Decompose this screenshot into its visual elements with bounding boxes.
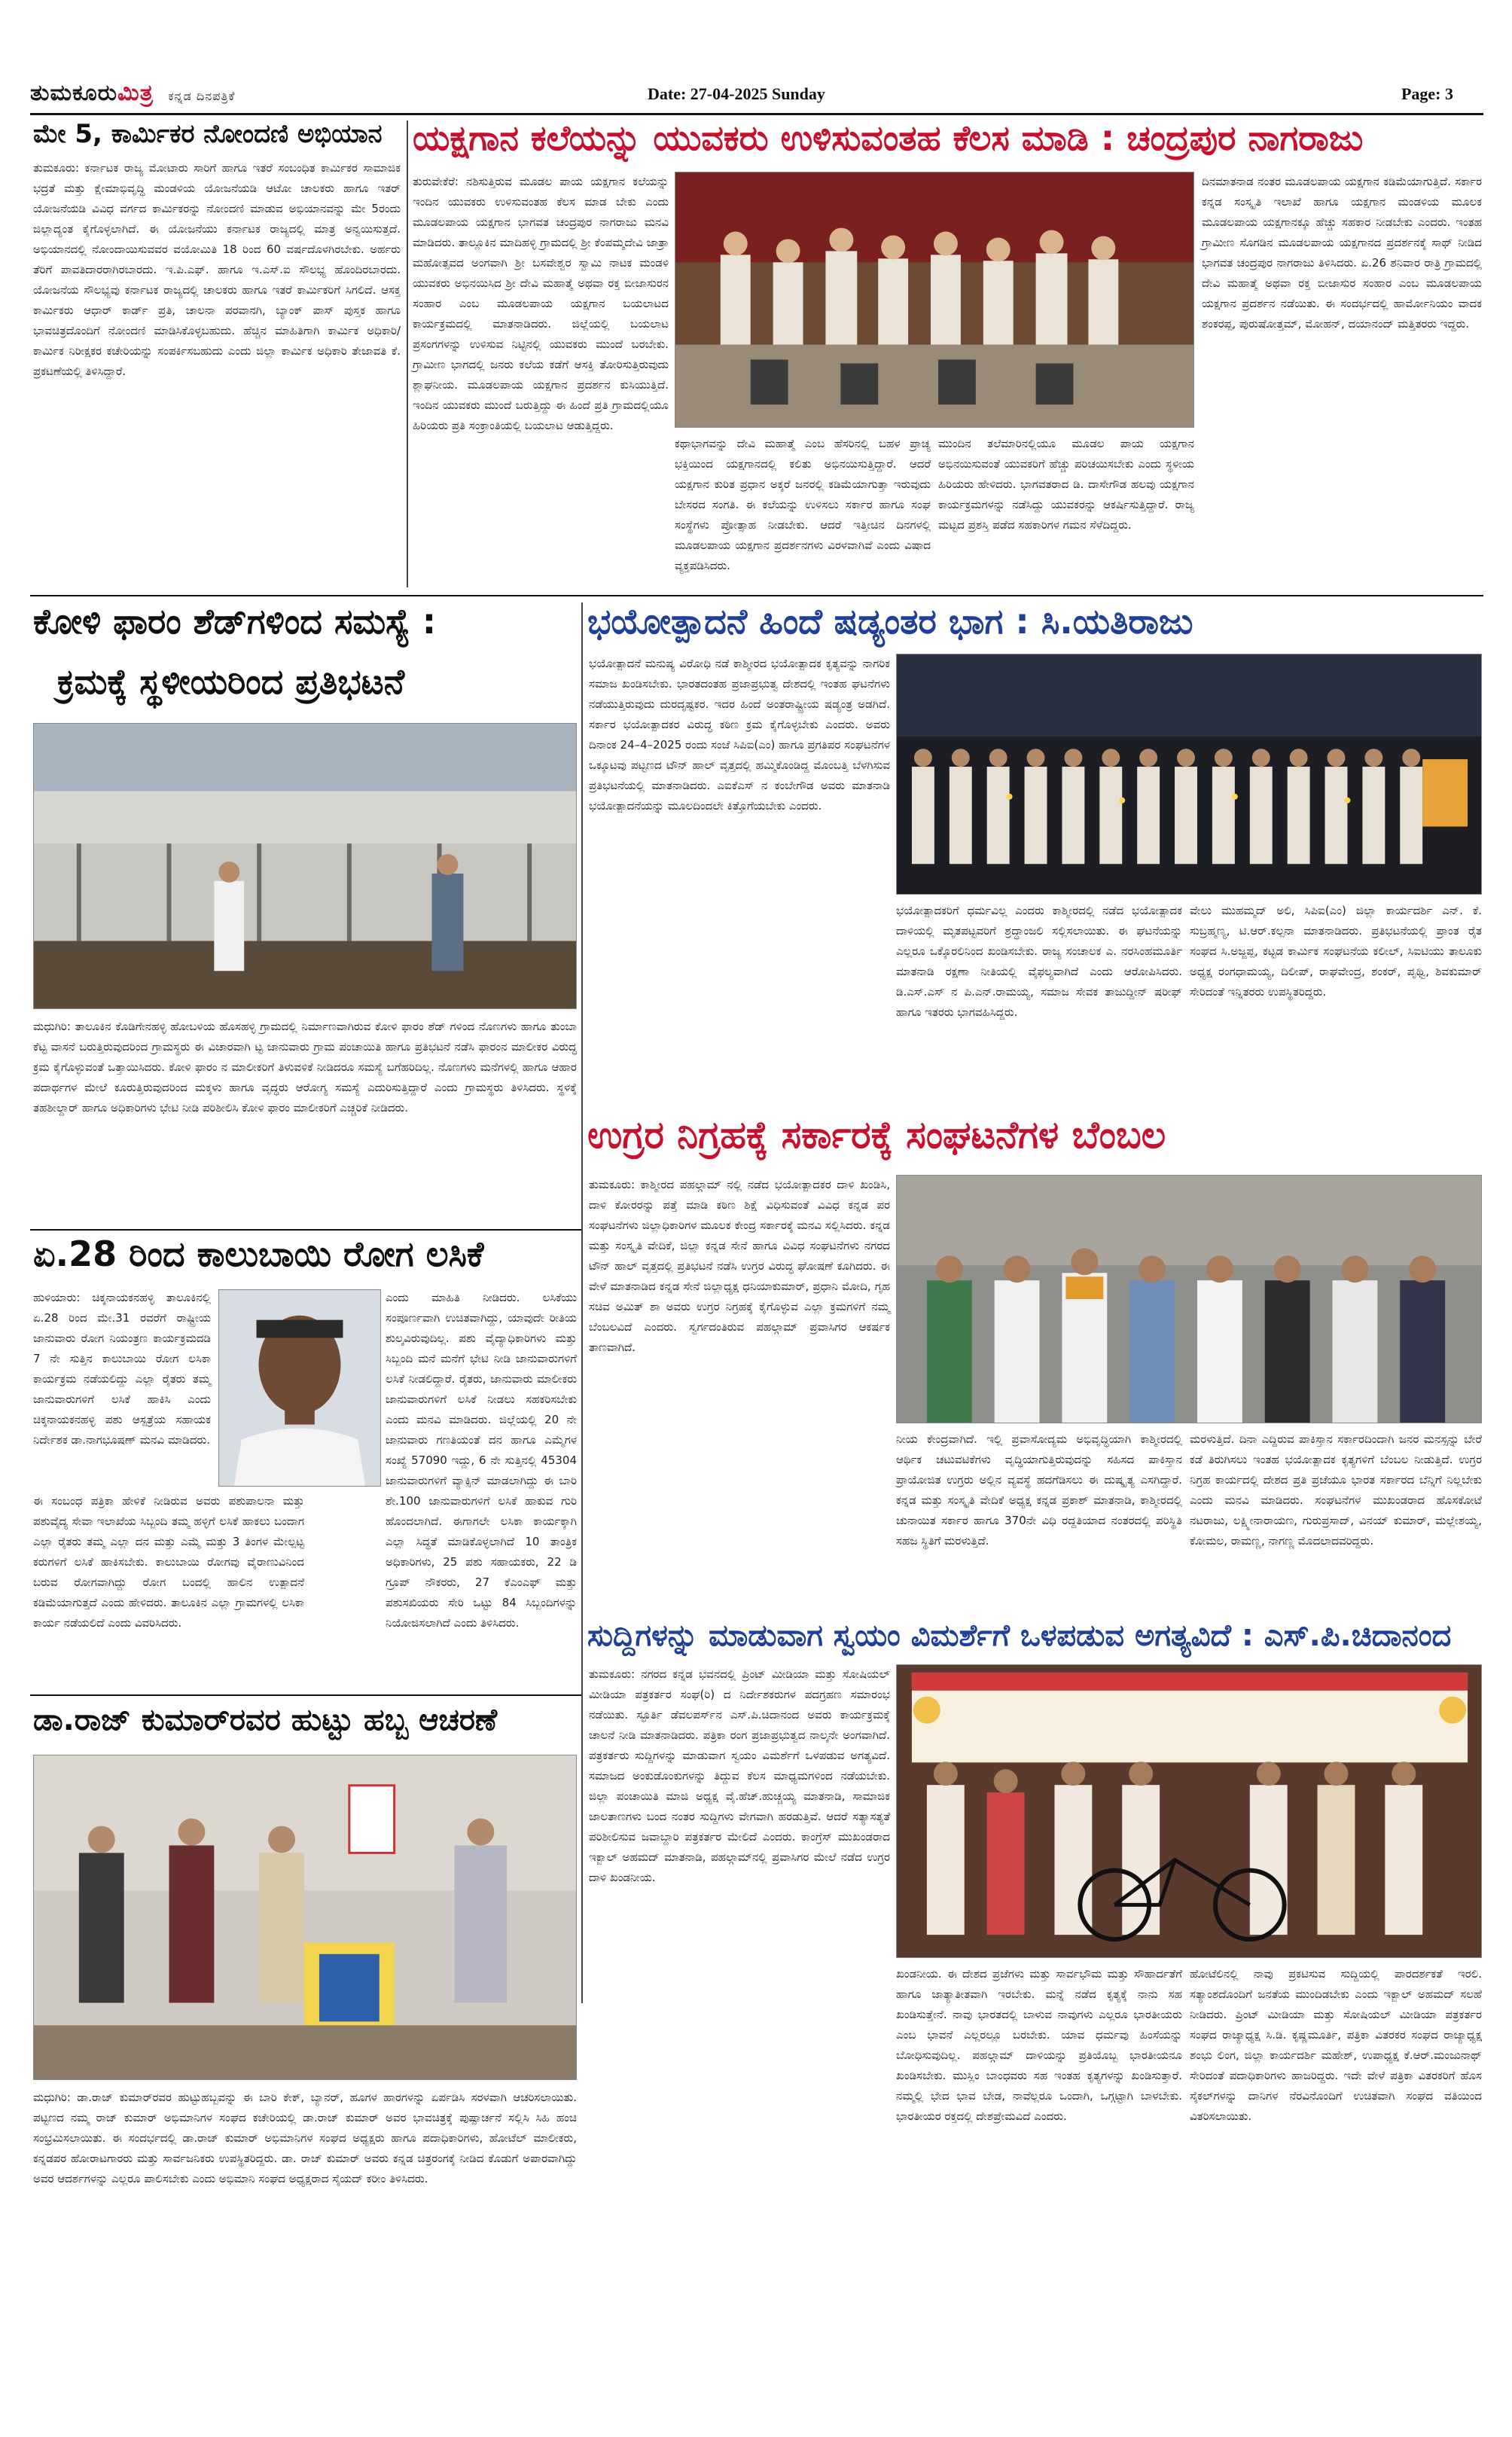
photo-yakshagana-group — [675, 172, 1194, 428]
photo-officer-portrait — [218, 1289, 381, 1487]
headline-koli-1: ಕೋಳಿ ಫಾರಂ ಶೆಡ್‌ಗಳಿಂದ ಸಮಸ್ಯೆ : — [33, 601, 437, 642]
body-ugra-c: ಮರಳುತ್ತಿದೆ. ದಿನಾ ಎದ್ದಿರುವ ಪಾಕಿಸ್ತಾನ ಸರ್ಕಾರದಿಂದಾಗಿ ಜನರ ಮನಸ್ಸನ್ನು ಬೇರೆ ಕಡೆ ತಿರುಗಿಸಲು ಇಂತಹ ಭಯೋತ್ಪಾದಕ ಕೃತ್ಯಗಳಿಗೆ ಬೆಂಬಲ ನೀಡುತ್ತಿದೆ. ಉಗ್ರರ ನಿಗ್ರಹ ಕಾರ್ಯದಲ್ಲಿ ದೇಶದ ಪ್ರತಿ ಪ್ರಜೆಯೂ ಭಾರತ ಸರ್ಕಾರದ ಬೆನ್ನಿಗೆ ನಿಲ್ಲಬೇಕು ಎಂದು ಮನವಿ ಮಾಡಿದರು. ಸಂಘಟನೆಗಳ ಮುಖಂಡರಾದ ಹೊಸಕೋಟೆ ನಟರಾಜು, ಲಕ್ಷ್ಮೀನಾರಾಯಣ, ಗುರುಪ್ರಸಾದ್, ವಿನಯ್ ಕುಮಾರ್, ಮಲ್ಲೇಶಯ್ಯ, ಕೋಮಲ, ರಾಮಣ್ಣ, ನಾಗಣ್ಣ ಮೊದಲಾದವರಿದ್ದರು. — [1190, 1432, 1482, 1548]
body-bhayotpadane-c: ವೇಲು ಮುಹಮ್ಮದ್ ಅಲಿ, ಸಿಪಿಐ(ಎಂ) ಜಿಲ್ಲಾ ಕಾರ್ಯದರ್ಶಿ ಎನ್. ಕೆ. ಸುಬ್ರಹ್ಮಣ್ಯ, ಟಿ.ಆರ್.ಕಲ್ಪನಾ ಮಾತನಾಡಿದರು. ಪ್ರತಿಭಟನೆಯಲ್ಲಿ ಪ್ರಾಂತ ರೈತ ಸಂಘದ ಸಿ.ಅಜ್ಜಪ್ಪ, ಕಟ್ಟಡ ಕಾರ್ಮಿಕ ಸಂಘಟನೆಯ ಕಲೀಲ್, ಸಿಐಟಿಯು ತಾಲೂಕು ಅಧ್ಯಕ್ಷ ರಂಗಧಾಮಯ್ಯ, ದಿಲೀಪ್, ರಾಘವೇಂದ್ರ, ಶಂಕರ್, ಪೃಥ್ವಿ, ಶಿವಕುಮಾರ್ ಸೇರಿದಂತೆ ಇನ್ನಿತರರು ಉಪಸ್ಥಿತರಿದ್ದರು. — [1190, 904, 1482, 999]
headline-koli-2: ಕ್ರಮಕ್ಕೆ ಸ್ಥಳೀಯರಿಂದ ಪ್ರತಿಭಟನೆ — [57, 661, 405, 702]
headline-suddi: ಸುದ್ದಿಗಳನ್ನು ಮಾಡುವಾಗ ಸ್ವಯಂ ವಿಮರ್ಶೆಗೆ ಒಳಪಡುವ ಅಗತ್ಯವಿದೆ : ಎಸ್.ಪಿ.ಚಿದಾನಂದ — [587, 1618, 1452, 1653]
issue-date: Date: 27-04-2025 Sunday — [648, 84, 825, 103]
body-yakshagana-left: ತುರುವೇಕೆರೆ: ನಶಿಸುತ್ತಿರುವ ಮೂಡಲ ಪಾಯ ಯಕ್ಷಗಾನ ಕಲೆಯನ್ನು ಇಂದಿನ ಯುವಕರು ಉಳಿಸುವಂತಹ ಕೆಲಸ ಮಾಡ ಬೇಕು ಎಂದು ಮೂಡಲಪಾಯ ಯಕ್ಷಗಾನ ಭಾಗವತ ಚಂದ್ರಪುರ ನಾಗರಾಜು ಮನವಿ ಮಾಡಿದರು. ತಾಲ್ಲೂಕಿನ ಮಾದಿಹಳ್ಳಿ ಗ್ರಾಮದಲ್ಲಿ ಶ್ರೀ ಕೆಂಪಮ್ಮದೇವಿ ಜಾತ್ರಾ ಮಹೋತ್ಸವದ ಅಂಗವಾಗಿ ಶ್ರೀ ಬಸವೇಶ್ವರ ಸ್ವಾಮಿ ನಾಟಕ ಮಂಡಳಿ ಯುವಕರು ಅಭಿನಯಿಸಿದ ಶ್ರೀ ದೇವಿ ಮಹಾತ್ಮೆ ಅಥವಾ ರಕ್ತ ಬೀಜಾಸುರನ ಸಂಹಾರ ಎಂಬ ಮೂಡಲಪಾಯ ಯಕ್ಷಗಾನ ಬಯಲಾಟದ ಕಾರ್ಯಕ್ರಮದಲ್ಲಿ ಮಾತನಾಡಿದರು. ಜಿಲ್ಲೆಯಲ್ಲಿ ಬಯಲಾಟ ಪ್ರಸಂಗಗಳನ್ನು ಉಳಿಸುವ ನಿಟ್ಟಿನಲ್ಲಿ ಯುವಕರು ಮುಂದೆ ಬರಬೇಕು. ಗ್ರಾಮೀಣ ಭಾಗದಲ್ಲಿ ಜನರು ಕಲೆಯ ಕಡೆಗೆ ಆಸಕ್ತಿ ತೋರಿಸುತ್ತಿರುವುದು ಶ್ಲಾಘನೀಯ. ಮೂಡಲಪಾಯ ಯಕ್ಷಗಾನ ಪ್ರದರ್ಶನ ಕುಸಿಯುತ್ತಿದೆ. ಇಂದಿನ ಯುವಕರು ಮುಂದೆ ಬರುತ್ತಿದ್ದು ಈ ಹಿಂದೆ ಪ್ರತಿ ಗ್ರಾಮದಲ್ಲಿಯೂ ಹಿರಿಯರು ಪ್ರತಿ ಸಂಕ್ರಾಂತಿಯಲ್ಲಿ ಬಯಲಾಟ ಆಡುತ್ತಿದ್ದರು. — [413, 175, 669, 432]
photo-candle-protest — [896, 654, 1482, 895]
tagline: ಕನ್ನಡ ದಿನಪತ್ರಿಕೆ — [168, 89, 236, 103]
body-yakshagana-right: ಮುಂದಿನ ತಲೆಮಾರಿನಲ್ಲಿಯೂ ಮೂಡಲ ಪಾಯ ಯಕ್ಷಗಾನ ಅಭಿನಯಿಸುವಂತೆ ಯುವಕರಿಗೆ ಹೆಚ್ಚು ಪರಿಚಯಿಸಬೇಕು ಎಂದು ಸ್ಥಳೀಯ ಹಿರಿಯರು ಹೇಳಿದರು. ಭಾಗವತರಾದ ಡಿ. ದಾಸೇಗೌಡ ಹಲವು ಯಕ್ಷಗಾನ ಕಾರ್ಯಕ್ರಮಗಳನ್ನು ನಡೆಸಿದ್ದು ಯುವಕರನ್ನು ಆಕರ್ಷಿಸುತ್ತಿದ್ದಾರೆ. ರಾಜ್ಯ ಮಟ್ಟದ ಪ್ರಶಸ್ತಿ ಪಡೆದ ಸಹಕಾರಿಗಳ ಗಮನ ಸೆಳೆದಿದ್ದರು. — [938, 437, 1194, 532]
headline-kalubai: ಏ.28 ರಿಂದ ಕಾಲುಬಾಯಿ ರೋಗ ಲಸಿಕೆ — [33, 1234, 484, 1274]
headline-rajkumar: ಡಾ.ರಾಜ್ ಕುಮಾರ್‌ರವರ ಹುಟ್ಟು ಹಬ್ಬ ಆಚರಣೆ — [33, 1703, 498, 1737]
body-kalubai-b: ಈ ಸಂಬಂಧ ಪತ್ರಿಕಾ ಹೇಳಿಕೆ ನೀಡಿರುವ ಅವರು ಪಶುಪಾಲನಾ ಮತ್ತು ಪಶುವೈದ್ಯ ಸೇವಾ ಇಲಾಖೆಯ ಸಿಬ್ಬಂದಿ ತಮ್ಮ ಹಳ್ಳಿಗೆ ಲಸಿಕೆ ಹಾಕಲು ಬಂದಾಗ ಎಲ್ಲಾ ರೈತರು ತಮ್ಮ ಎಲ್ಲಾ ದನ ಮತ್ತು ಎಮ್ಮೆ ಮತ್ತು 3 ತಿಂಗಳ ಮೇಲ್ಪಟ್ಟ ಕರುಗಳಿಗೆ ಲಸಿಕೆ ಹಾಕಿಸಬೇಕು. ಕಾಲುಬಾಯಿ ರೋಗವು ವೈರಾಣುವಿನಿಂದ ಬರುವ ರೋಗವಾಗಿದ್ದು ರೋಗ ಬಂದಲ್ಲಿ ಹಾಲಿನ ಉತ್ಪಾದನೆ ಕಡಿಮೆಯಾಗುತ್ತದೆ ಎಂದು ಹೇಳಿದರು. ತಾಲೂಕಿನ ಎಲ್ಲಾ ಗ್ರಾಮಗಳಲ್ಲಿ ಲಸಿಕಾ ಕಾರ್ಯ ನಡೆಯಲಿದೆ ಎಂದು ವಿವರಿಸಿದರು. — [33, 1494, 304, 1630]
body-kalubai-c-top: ಎಂದು ಮಾಹಿತಿ ನೀಡಿದರು. ಲಸಿಕೆಯು ಸಂಪೂರ್ಣವಾಗಿ ಉಚಿತವಾಗಿದ್ದು, ಯಾವುದೇ ರೀತಿಯ ಶುಲ್ಕವಿರುವುದಿಲ್ಲ. ಪಶು ವೈದ್ಯಾಧಿಕಾರಿಗಳು ಮತ್ತು ಸಿಬ್ಬಂದಿ ಮನೆ ಮನೆಗೆ ಭೇಟಿ ನೀಡಿ ಜಾನುವಾರುಗಳಿಗೆ ಲಸಿಕೆ ನೀಡಲಿದ್ದಾರೆ. ರೈತರು, ಜಾನುವಾರು ಮಾಲೀಕರು ಜಾನುವಾರುಗಳಿಗೆ ಲಸಿಕೆ ನೀಡಲು ಸಹಕರಿಸಬೇಕು ಎಂದು ಮನವಿ ಮಾಡಿದರು. ಜಿಲ್ಲೆಯಲ್ಲಿ 20 ನೇ ಜಾನುವಾರು ಗಣತಿಯಂತೆ ದನ ಹಾಗೂ ಎಮ್ಮೆಗಳ ಸಂಖ್ಯೆ 57090 ಇದ್ದು, 6 ನೇ ಸುತ್ತಿನಲ್ಲಿ 45304 ಜಾನುವಾರುಗಳಿಗೆ ವ್ಯಾಕ್ಸಿನ್ ಮಾಡಲಾಗಿದ್ದು ಈ ಬಾರಿ ಶೇ.100 ಜಾನುವಾರುಗಳಿಗೆ ಲಸಿಕೆ ಹಾಕುವ ಗುರಿ ಹೊಂದಲಾಗಿದೆ. ಈಗಾಗಲೇ ಲಸಿಕಾ ಕಾರ್ಯಕ್ಕಾಗಿ ಎಲ್ಲಾ ಸಿದ್ಧತೆ ಮಾಡಿಕೊಳ್ಳಲಾಗಿದೆ 10 ತಾಂತ್ರಿಕ ಅಧಿಕಾರಿಗಳು, 25 ಪಶು ಸಹಾಯಕರು, 22 ಡಿ ಗ್ರೂಪ್ ನೌಕರರು, 27 ಕೆಎಂಎಫ್ ಮತ್ತು ಪಶುಸಖಿಯರು ಸೇರಿ ಒಟ್ಟು 84 ಸಿಬ್ಬಂದಿಗಳನ್ನು ನಿಯೋಜಿಸಲಾಗಿದೆ ಎಂದು ತಿಳಿಸಿದರು. — [386, 1291, 577, 1630]
section-rule — [30, 1694, 581, 1696]
masthead-rule — [30, 113, 1483, 115]
body-suddi-c: ಹೋಟೆಲಿನಲ್ಲಿ ನಾವು ಪ್ರಕಟಿಸುವ ಸುದ್ದಿಯಲ್ಲಿ ಪಾರದರ್ಶಕತೆ ಇರಲಿ. ಸತ್ಯಾಂಶದೊಂದಿಗೆ ಜನತೆಯ ಮುಂದಿಡಬೇಕು ಎಂದು ಇಕ್ಬಾಲ್ ಅಹಮದ್ ಸಲಹೆ ನೀಡಿದರು. ಪ್ರಿಂಟ್ ಮೀಡಿಯಾ ಮತ್ತು ಸೋಷಿಯಲ್ ಮೀಡಿಯಾ ಪತ್ರಕರ್ತರ ಸಂಘದ ರಾಜ್ಯಾಧ್ಯಕ್ಷ ಸಿ.ಡಿ. ಕೃಷ್ಣಮೂರ್ತಿ, ಪತ್ರಿಕಾ ವಿತರಕರ ಸಂಘದ ರಾಜ್ಯಾಧ್ಯಕ್ಷ ಶಂಭು ಲಿಂಗ, ಜಿಲ್ಲಾ ಕಾರ್ಯದರ್ಶಿ ಮಹೇಶ್, ಉಪಾಧ್ಯಕ್ಷ ಕೆ.ಆರ್.ಮಂಜುನಾಥ್ ಸೇರಿದಂತೆ ಪದಾಧಿಕಾರಿಗಳು ಹಾಜರಿದ್ದರು. ಇದೇ ವೇಳೆ ಪತ್ರಿಕಾ ವಿತರಕರಿಗೆ ಹೊಸ ಸೈಕಲ್‌ಗಳನ್ನು ದಾನಿಗಳ ನೆರವಿನೊಂದಿಗೆ ಉಚಿತವಾಗಿ ಸಂಘದ ವತಿಯಿಂದ ವಿತರಿಸಲಾಯಿತು. — [1190, 1967, 1482, 2123]
headline-bhayotpadane: ಭಯೋತ್ಪಾದನೆ ಹಿಂದೆ ಷಡ್ಯಂತರ ಭಾಗ : ಸಿ.ಯತಿರಾಜು — [587, 601, 1193, 642]
section-rule — [30, 1229, 581, 1231]
body-yakshagana-mid: ಕಥಾಭಾಗವನ್ನು ದೇವಿ ಮಹಾತ್ಮೆ ಎಂಬ ಹೆಸರಿನಲ್ಲಿ ಬಹಳ ಪ್ರಾಚ್ಯ ಭಕ್ತಿಯಿಂದ ಯಕ್ಷಗಾನದಲ್ಲಿ ಕಲಿತು ಅಭಿನಯಿಸುತ್ತಿದ್ದಾರೆ. ಆದರೆ ಯಕ್ಷಗಾನ ಕುರಿತ ಪ್ರಧಾನ ಅಕ್ಕರೆ ಜನರಲ್ಲಿ ಕಡಿಮೆಯಾಗುತ್ತಾ ಇರುವುದು ಬೇಸರದ ಸಂಗತಿ. ಈ ಕಲೆಯನ್ನು ಉಳಿಸಲು ಸರ್ಕಾರ ಹಾಗೂ ಸಂಘ ಸಂಸ್ಥೆಗಳು ಪ್ರೋತ್ಸಾಹ ನೀಡಬೇಕು. ಆದರೆ ಇತ್ತೀಚಿನ ದಿನಗಳಲ್ಲಿ ಮೂಡಲಪಾಯ ಯಕ್ಷಗಾನ ಪ್ರದರ್ಶನಗಳು ವಿರಳವಾಗಿವೆ ಎಂದು ವಿಷಾದ ವ್ಯಕ್ತಪಡಿಸಿದರು. — [675, 437, 931, 572]
column-divider — [581, 602, 583, 2003]
headline-ugra: ಉಗ್ರರ ನಿಗ್ರಹಕ್ಕೆ ಸರ್ಕಾರಕ್ಕೆ ಸಂಘಟನೆಗಳ ಬೆಂಬಲ — [587, 1113, 1166, 1157]
body-yakshagana-far: ದಿನಮಾತನಾಡ ನಂತರ ಮೂಡಲಪಾಯ ಯಕ್ಷಗಾನ ಕಡಿಮೆಯಾಗುತ್ತಿದೆ. ಸರ್ಕಾರ ಕನ್ನಡ ಸಂಸ್ಕೃತಿ ಇಲಾಖೆ ಹಾಗೂ ಯಕ್ಷಗಾನ ಮಂಡಳಿಯ ಮೂಲಕ ಮೂಡಲಪಾಯ ಯಕ್ಷಗಾನಕ್ಕೂ ಹೆಚ್ಚು ಸಹಕಾರ ನೀಡಬೇಕು ಎಂದರು. ಇಂತಹ ಗ್ರಾಮೀಣ ಸೊಗಡಿನ ಮೂಡಲಪಾಯ ಯಕ್ಷಗಾನದ ಪ್ರದರ್ಶನಕ್ಕೆ ಸಾಥ್ ನೀಡಿದ ಭಾಗವತ ಚಂದ್ರಪುರ ನಾಗರಾಜು ತಿಳಿಸಿದರು. ಏ.26 ಶನಿವಾರ ರಾತ್ರಿ ಗ್ರಾಮದಲ್ಲಿ ದೇವಿ ಮಹಾತ್ಮೆ ಅಥವಾ ರಕ್ತ ಬೀಜಾಸುರ ಸಂಹಾರ ಎಂಬ ಮೂಡಲಪಾಯ ಯಕ್ಷಗಾನ ಪ್ರದರ್ಶನ ನಡೆಯಿತು. ಈ ಸಂದರ್ಭದಲ್ಲಿ ಹಾರ್ಮೋನಿಯಂ ವಾದಕ ಶಂಕರಪ್ಪ, ಪುರುಷೋತ್ತಮ್, ಮೋಹನ್, ದಯಾನಂದ್ ಮತ್ತಿತರರು ಇದ್ದರು. — [1202, 175, 1482, 331]
headline-may5: ಮೇ 5, ಕಾರ್ಮಿಕರ ನೋಂದಣಿ ಅಭಿಯಾನ — [33, 119, 383, 149]
body-bhayotpadane-b: ಭಯೋತ್ಪಾದಕರಿಗೆ ಧರ್ಮವಿಲ್ಲ ಎಂದರು ಕಾಶ್ಮೀರದಲ್ಲಿ ನಡೆದ ಭಯೋತ್ಪಾದಕ ದಾಳಿಯಲ್ಲಿ ಮೃತಪಟ್ಟವರಿಗೆ ಶ್ರದ್ಧಾಂಜಲಿ ಸಲ್ಲಿಸಲಾಯಿತು. ಈ ಘಟನೆಯನ್ನು ಎಲ್ಲರೂ ಒಕ್ಕೊರಲಿನಿಂದ ಖಂಡಿಸಬೇಕು. ರಾಜ್ಯ ಸಂಚಾಲಕ ಎ. ನರಸಿಂಹಮೂರ್ತಿ ಮಾತನಾಡಿ ರಕ್ಷಣಾ ನೀತಿಯಲ್ಲಿ ವೈಫಲ್ಯವಾಗಿದೆ ಎಂದು ಆರೋಪಿಸಿದರು. ಡಿ.ಎಸ್.ಎಸ್ ನ ಪಿ.ಎನ್.ರಾಮಯ್ಯ, ಸಮಾಜ ಸೇವಕ ತಾಜುದ್ದೀನ್ ಷರೀಫ್ ಹಾಗೂ ಇತರರು ಭಾಗವಹಿಸಿದ್ದರು. — [896, 904, 1182, 1019]
photo-poultry-shed — [33, 723, 577, 1009]
section-rule — [30, 595, 1483, 596]
body-ugra-a: ತುಮಕೂರು: ಕಾಶ್ಮೀರದ ಪಹಲ್ಗಾಮ್ ನಲ್ಲಿ ನಡೆದ ಭಯೋತ್ಪಾದಕರ ದಾಳಿ ಖಂಡಿಸಿ, ದಾಳಿ ಕೋರರನ್ನು ಪತ್ತೆ ಮಾಡಿ ಕಠಿಣ ಶಿಕ್ಷೆ ವಿಧಿಸುವಂತೆ ವಿವಿಧ ಕನ್ನಡ ಪರ ಸಂಘಟನೆಗಳು ಜಿಲ್ಲಾಧಿಕಾರಿಗಳ ಮೂಲಕ ಕೇಂದ್ರ ಸರ್ಕಾರಕ್ಕೆ ಮನವಿ ಸಲ್ಲಿಸಿದರು. ಕನ್ನಡ ಮತ್ತು ಸಂಸ್ಕೃತಿ ವೇದಿಕೆ, ಜಿಲ್ಲಾ ಕನ್ನಡ ಸೇನೆ ಹಾಗೂ ವಿವಿಧ ಸಂಘಟನೆಗಳು ನಗರದ ಟೌನ್ ಹಾಲ್ ವೃತ್ತದಲ್ಲಿ ಪ್ರತಿಭಟನೆ ನಡೆಸಿ ಉಗ್ರರ ವಿರುದ್ಧ ಘೋಷಣೆ ಕೂಗಿದರು. ಈ ವೇಳೆ ಮಾತನಾಡಿದ ಕನ್ನಡ ಸೇನೆ ಜಿಲ್ಲಾಧ್ಯಕ್ಷ ಧನಿಯಾಕುಮಾರ್, ಪ್ರಧಾನಿ ಮೋದಿ, ಗೃಹ ಸಚಿವ ಅಮಿತ್ ಶಾ ಅವರು ಉಗ್ರರ ನಿಗ್ರಹಕ್ಕೆ ಕೈಗೊಳ್ಳುವ ಎಲ್ಲಾ ಕ್ರಮಗಳಿಗೆ ನಮ್ಮ ಬೆಂಬಲವಿದೆ ಎಂದರು. ಸ್ವರ್ಗದಂತಿರುವ ಪಹಲ್ಗಾಮ್ ಪ್ರವಾಸಿಗರ ಆಕರ್ಷಕ ತಾಣವಾಗಿದೆ. — [589, 1178, 890, 1354]
body-may5: ತುಮಕೂರು: ಕರ್ನಾಟಕ ರಾಜ್ಯ ಮೋಟಾರು ಸಾರಿಗೆ ಹಾಗೂ ಇತರೆ ಸಂಬಂಧಿತ ಕಾರ್ಮಿಕರ ಸಾಮಾಜಿಕ ಭದ್ರತೆ ಮತ್ತು ಕ್ಷೇಮಾಭಿವೃದ್ಧಿ ಮಂಡಳಿಯ ಯೋಜನೆಯಡಿ ಆಟೋ ಚಾಲಕರು ಹಾಗೂ ಇತರ್ ಯೋಜನೆಯಡಿ ವಿವಿಧ ವರ್ಗದ ಕಾರ್ಮಿಕರನ್ನು ನೋಂದಣಿ ಮಾಡುವ ಅಭಿಯಾನವನ್ನು ಮೇ 5ರಂದು ಜಿಲ್ಲಾದ್ಯಂತ ಕೈಗೊಳ್ಳಲಾಗಿದೆ. ಈ ಯೋಜನೆಯು ಕರ್ನಾಟಕ ರಾಜ್ಯದಲ್ಲಿ ಮಾತ್ರ ಅನ್ವಯಿಸುತ್ತದೆ. ಅಭಿಯಾನದಲ್ಲಿ ನೋಂದಾಯಿಸುವವರ ವಯೋಮಿತಿ 18 ರಿಂದ 60 ವರ್ಷದೊಳಗಿರಬೇಕು. ಅರ್ಹರು ತೆರಿಗೆ ಪಾವತಿದಾರರಾಗಿರಬಾರದು. ಇ.ಪಿ.ಎಫ್. ಹಾಗೂ ಇ.ಎಸ್.ಐ ಸೌಲಭ್ಯ ಹೊಂದಿರಬಾರದು. ಯೋಜನೆಯ ಸೌಲಭ್ಯವು ಕರ್ನಾಟಕ ರಾಜ್ಯದಲ್ಲಿ ಚಾಲಕರು ಹಾಗೂ ಇತರೆ ಕಾರ್ಮಿಕರಿಗೆ ಸಿಗಲಿದೆ. ಆಸಕ್ತ ಕಾರ್ಮಿಕರು ಆಧಾರ್ ಕಾರ್ಡ್ ಪ್ರತಿ, ಚಾಲನಾ ಪರವಾನಗಿ, ಬ್ಯಾಂಕ್ ಪಾಸ್ ಪುಸ್ತಕ ಹಾಗೂ ಭಾವಚಿತ್ರದೊಂದಿಗೆ ನೋಂದಣಿ ಮಾಡಿಸಿಕೊಳ್ಳಬಹುದು. ಹೆಚ್ಚಿನ ಮಾಹಿತಿಗಾಗಿ ಕಾರ್ಮಿಕ ಅಧಿಕಾರಿ/ಕಾರ್ಮಿಕ ನಿರೀಕ್ಷಕರ ಕಚೇರಿಯನ್ನು ಸಂಪರ್ಕಿಸಬಹುದು ಎಂದು ಜಿಲ್ಲಾ ಕಾರ್ಮಿಕ ಅಧಿಕಾರಿ ತೇಜಾವತಿ ಕೆ. ಪ್ರಕಟಣೆಯಲ್ಲಿ ತಿಳಿಸಿದ್ದಾರೆ. — [33, 161, 401, 378]
newspaper-logo — [30, 80, 235, 106]
body-rajkumar: ಮಧುಗಿರಿ: ಡಾ.ರಾಜ್ ಕುಮಾರ್‌ರವರ ಹುಟ್ಟುಹಬ್ಬವನ್ನು ಈ ಬಾರಿ ಕೇಕ್, ಬ್ಯಾನರ್, ಹೂಗಳ ಹಾರಗಳನ್ನು ಏರ್ಪಡಿಸಿ ಸರಳವಾಗಿ ಆಚರಿಸಲಾಯಿತು. ಪಟ್ಟಣದ ನಮ್ಮ ರಾಜ್ ಕುಮಾರ್ ಅಭಿಮಾನಿಗಳ ಸಂಘದ ಕಚೇರಿಯಲ್ಲಿ ಡಾ.ರಾಜ್ ಕುಮಾರ್ ಅವರ ಭಾವಚಿತ್ರಕ್ಕೆ ಪುಷ್ಪಾರ್ಚನೆ ಸಲ್ಲಿಸಿ ಸಿಹಿ ಹಂಚಿ ಸಂಭ್ರಮಿಸಲಾಯಿತು. ಈ ಸಂದರ್ಭದಲ್ಲಿ ಡಾ.ರಾಜ್ ಕುಮಾರ್ ಅಭಿಮಾನಿಗಳ ಸಂಘದ ಅಧ್ಯಕ್ಷರು ಹಾಗೂ ಪದಾಧಿಕಾರಿಗಳು, ಹೋಟೆಲ್ ಮಾಲೀಕರು, ಕನ್ನಡಪರ ಹೋರಾಟಗಾರರು ಮತ್ತು ಸಾರ್ವಜನಿಕರು ಉಪಸ್ಥಿತರಿದ್ದರು. ಡಾ. ರಾಜ್ ಕುಮಾರ್ ಅವರು ಕನ್ನಡ ಚಿತ್ರರಂಗಕ್ಕೆ ನೀಡಿದ ಕೊಡುಗೆ ಅಪಾರವಾಗಿದ್ದು ಅವರ ಆದರ್ಶಗಳನ್ನು ಎಲ್ಲರೂ ಪಾಲಿಸಬೇಕು ಎಂದು ಅಭಿಮಾನಿ ಸಂಘದ ಅಧ್ಯಕ್ಷರಾದ ಸೈಯದ್ ಕರೀಂ ತಿಳಿಸಿದರು. — [33, 2091, 577, 2185]
body-bhayotpadane-a: ಭಯೋತ್ಪಾದನೆ ಮನುಷ್ಯ ವಿರೋಧಿ ನಡೆ ಕಾಶ್ಮೀರದ ಭಯೋತ್ಪಾದಕ ಕೃತ್ಯವನ್ನು ನಾಗರಿಕ ಸಮಾಜ ಖಂಡಿಸಬೇಕು. ಭಾರತದಂತಹ ಪ್ರಜಾಪ್ರಭುತ್ವ ದೇಶದಲ್ಲಿ ಇಂತಹ ಘಟನೆಗಳು ನಡೆಯುತ್ತಿರುವುದು ದುರದೃಷ್ಟಕರ. ಇದರ ಹಿಂದೆ ಅಂತರಾಷ್ಟ್ರೀಯ ಷಡ್ಯಂತ್ರ ಅಡಗಿದೆ. ಸರ್ಕಾರ ಭಯೋತ್ಪಾದಕರ ವಿರುದ್ಧ ಕಠಿಣ ಕ್ರಮ ಕೈಗೊಳ್ಳಬೇಕು ಎಂದರು. ಅವರು ದಿನಾಂಕ 24–4–2025 ರಂದು ಸಂಜೆ ಸಿಪಿಐ(ಎಂ) ಹಾಗೂ ಪ್ರಗತಿಪರ ಸಂಘಟನೆಗಳ ಒಕ್ಕೂಟವು ಪಟ್ಟಣದ ಟೌನ್ ಹಾಲ್ ವೃತ್ತದಲ್ಲಿ ಹಮ್ಮಿಕೊಂಡಿದ್ದ ಮೊಂಬತ್ತಿ ಬೆಳಗಿಸುವ ಪ್ರತಿಭಟನೆಯಲ್ಲಿ ಮಾತನಾಡಿದರು. ಎಐಕೆಎಸ್ ನ ಕಂಬೇಗೌಡ ಅವರು ಮಾತನಾಡಿ ಭಯೋತ್ಪಾದನೆಯನ್ನು ಮೂಲದಿಂದಲೇ ಕಿತ್ತೊಗೆಯಬೇಕು ಎಂದರು. — [589, 657, 890, 813]
body-ugra-b: ನೀಯ ಕೇಂದ್ರವಾಗಿದೆ. ಇಲ್ಲಿ ಪ್ರವಾಸೋದ್ಯಮ ಅಭಿವೃದ್ಧಿಯಾಗಿ ಕಾಶ್ಮೀರದಲ್ಲಿ ಆರ್ಥಿಕ ಚಟುವಟಿಕೆಗಳು ವೃದ್ಧಿಯಾಗುತ್ತಿರುವುದನ್ನು ಸಹಿಸದ ಪಾಕಿಸ್ತಾನ ಪ್ರಾಯೋಜಿತ ಉಗ್ರರು ಅಲ್ಲಿನ ವ್ಯವಸ್ಥೆ ಹದಗೆಡಿಸಲು ಈ ದುಷ್ಕೃತ್ಯ ಎಸಗಿದ್ದಾರೆ. ಕನ್ನಡ ಮತ್ತು ಸಂಸ್ಕೃತಿ ವೇದಿಕೆ ಅಧ್ಯಕ್ಷ ಕನ್ನಡ ಪ್ರಕಾಶ್ ಮಾತನಾಡಿ, ಕಾಶ್ಮೀರದಲ್ಲಿ ಚುನಾಯಿತ ಸರ್ಕಾರ ಹಾಗೂ 370ನೇ ವಿಧಿ ರದ್ದತಿಯಾದ ನಂತರದಲ್ಲಿ ಪರಿಸ್ಥಿತಿ ಸಹಜ ಸ್ಥಿತಿಗೆ ಮರಳುತ್ತಿದೆ. — [896, 1432, 1182, 1548]
body-suddi-a: ತುಮಕೂರು: ನಗರದ ಕನ್ನಡ ಭವನದಲ್ಲಿ ಪ್ರಿಂಟ್ ಮೀಡಿಯಾ ಮತ್ತು ಸೋಷಿಯಲ್ ಮೀಡಿಯಾ ಪತ್ರಕರ್ತರ ಸಂಘ(ರಿ) ದ ನಿರ್ದೇಶಕರುಗಳ ಪದಗ್ರಹಣ ಸಮಾರಂಭ ನಡೆಯಿತು. ಸ್ಫೂರ್ತಿ ಡೆವಲಪರ್ಸ್‌ನ ಎಸ್.ಪಿ.ಚಿದಾನಂದ ಅವರು ಕಾರ್ಯಕ್ರಮಕ್ಕೆ ಚಾಲನೆ ನೀಡಿ ಮಾತನಾಡಿದರು. ಪತ್ರಿಕಾ ರಂಗ ಪ್ರಜಾಪ್ರಭುತ್ವದ ನಾಲ್ಕನೇ ಅಂಗವಾಗಿದೆ. ಪತ್ರಕರ್ತರು ಸುದ್ದಿಗಳನ್ನು ಮಾಡುವಾಗ ಸ್ವಯಂ ವಿಮರ್ಶೆಗೆ ಒಳಪಡುವ ಅಗತ್ಯವಿದೆ. ಸಮಾಜದ ಅಂಕುಡೊಂಕುಗಳನ್ನು ತಿದ್ದುವ ಕೆಲಸ ಮಾಧ್ಯಮಗಳಿಂದ ನಡೆಯಬೇಕು. ಜಿಲ್ಲಾ ಪಂಚಾಯಿತಿ ಮಾಜಿ ಅಧ್ಯಕ್ಷ ವೈ.ಹೆಚ್.ಹುಚ್ಚಯ್ಯ ಮಾತನಾಡಿ, ಸಾಮಾಜಿಕ ಜಾಲತಾಣಗಳು ಬಂದ ನಂತರ ಸುದ್ದಿಗಳು ವೇಗವಾಗಿ ಹರಡುತ್ತಿವೆ. ಆದರೆ ಸತ್ಯಾಸತ್ಯತೆ ಪರಿಶೀಲಿಸುವ ಜವಾಬ್ದಾರಿ ಪತ್ರಕರ್ತರ ಮೇಲಿದೆ ಎಂದರು. ಕಾಂಗ್ರೆಸ್ ಮುಖಂಡರಾದ ಇಕ್ಬಾಲ್ ಅಹಮದ್ ಮಾತನಾಡಿ, ಪಹಲ್ಗಾಮ್‌ನಲ್ಲಿ ಪ್ರವಾಸಿಗರ ಮೇಲೆ ನಡೆದ ಉಗ್ರರ ದಾಳಿ ಖಂಡನೀಯ. — [589, 1667, 890, 1884]
photo-rajkumar-celebration — [33, 1755, 577, 2080]
body-kalubai-a: ಹುಳಿಯಾರು: ಚಿಕ್ಕನಾಯಕನಹಳ್ಳಿ ತಾಲೂಕಿನಲ್ಲಿ ಏ.28 ರಿಂದ ಮೇ.31 ರವರೆಗೆ ರಾಷ್ಟ್ರೀಯ ಜಾನುವಾರು ರೋಗ ನಿಯಂತ್ರಣ ಕಾರ್ಯಕ್ರಮದಡಿ 7 ನೇ ಸುತ್ತಿನ ಕಾಲುಬಾಯಿ ರೋಗ ಲಸಿಕಾ ಕಾರ್ಯಕ್ರಮ ನಡೆಯಲಿದ್ದು ಎಲ್ಲಾ ರೈತರು ತಮ್ಮ ಜಾನುವಾರುಗಳಿಗೆ ಲಸಿಕೆ ಹಾಕಿಸಿ ಎಂದು ಚಿಕ್ಕನಾಯಕನಹಳ್ಳಿ ಪಶು ಆಸ್ಪತ್ರೆಯ ಸಹಾಯಕ ನಿರ್ದೇಶಕ ಡಾ.ನಾಗಭೂಷಣ್ ಮನವಿ ಮಾಡಿದರು. — [33, 1291, 211, 1447]
photo-bicycle-distribution — [896, 1664, 1482, 1958]
logo-text-a: ತುಮಕೂರು — [30, 80, 118, 106]
photo-ugra-group — [896, 1175, 1482, 1423]
column-divider — [407, 120, 408, 587]
body-suddi-b: ಖಂಡನೀಯ. ಈ ದೇಶದ ಪ್ರಜೆಗಳು ಮತ್ತು ಸಾರ್ವಭೌಮ ಮತ್ತು ಸೌಹಾರ್ದತೆಗೆ ಹಾಗೂ ಜಾತ್ಯಾತೀತವಾಗಿ ಇರಬೇಕು. ಮನ್ನೆ ನಡೆದ ಕೃತ್ಯಕ್ಕೆ ನಾನು ಸಹ ಖಂಡಿಸುತ್ತೇನೆ. ನಾವು ಭಾರತದಲ್ಲಿ ಬಾಳುವ ನಾವುಗಳು ಎಲ್ಲರೂ ಭಾರತೀಯರು ಎಂಬ ಭಾವನೆ ಎಲ್ಲರಲ್ಲೂ ಬರಬೇಕು. ಯಾವ ಧರ್ಮವು ಹಿಂಸೆಯನ್ನು ಬೋಧಿಸುವುದಿಲ್ಲ. ಪಹಲ್ಗಾಮ್ ದಾಳಿಯನ್ನು ಪ್ರತಿಯೊಬ್ಬ ಭಾರತೀಯನೂ ಖಂಡಿಸಬೇಕು. ಮುಸ್ಲಿಂ ಬಾಂಧವರು ಸಹ ಇಂತಹ ಕೃತ್ಯಗಳನ್ನು ಖಂಡಿಸುತ್ತಾರೆ. ನಮ್ಮಲ್ಲಿ ಭೇದ ಭಾವ ಬೇಡ, ನಾವೆಲ್ಲರೂ ಒಂದಾಗಿ, ಒಗ್ಗಟ್ಟಾಗಿ ಬಾಳಬೇಕು. ಭಾರತೀಯರ ರಕ್ತದಲ್ಲಿ ದೇಶಪ್ರೇಮವಿದೆ ಎಂದರು. — [896, 1967, 1182, 2123]
logo-text-b: ಮಿತ್ರ — [117, 80, 154, 106]
page-number: Page: 3 — [1401, 84, 1453, 103]
body-koli: ಮಧುಗಿರಿ: ತಾಲೂಕಿನ ಕೊಡಿಗೇನಹಳ್ಳಿ ಹೋಬಳಿಯ ಹೊಸಹಳ್ಳಿ ಗ್ರಾಮದಲ್ಲಿ ನಿರ್ಮಾಣವಾಗಿರುವ ಕೋಳಿ ಫಾರಂ ಶೆಡ್ ಗಳಿಂದ ನೊಣಗಳು ಹಾಗೂ ತುಂಬಾ ಕೆಟ್ಟ ವಾಸನೆ ಬರುತ್ತಿರುವುದರಿಂದ ಗ್ರಾಮಸ್ಥರು ಈ ವಿಚಾರವಾಗಿ ಟ್ಟ ಜಾನುವಾರು ಗ್ರಾಮ ಪಂಚಾಯಿತಿ ಹಾಗೂ ಪ್ರತಿಭಟನೆ ನಡೆಸಿ ಫಾರಂನ ಮಾಲೀಕರ ವಿರುದ್ಧ ಕ್ರಮ ಕೈಗೊಳ್ಳುವಂತೆ ಒತ್ತಾಯಿಸಿದರು. ಕೋಳಿ ಫಾರಂ ನ ಮಾಲೀಕರಿಗೆ ತಿಳುವಳಿಕೆ ನೀಡಿದರೂ ಸಮಸ್ಯೆ ಬಗೆಹರಿದಿಲ್ಲ. ನೊಣಗಳು ಮನೆಗಳಲ್ಲಿ ಹಾಗೂ ಆಹಾರ ಪದಾರ್ಥಗಳ ಮೇಲೆ ಕೂರುತ್ತಿರುವುದರಿಂದ ಮಕ್ಕಳು ಹಾಗೂ ವೃದ್ಧರು ಆರೋಗ್ಯ ಸಮಸ್ಯೆ ಎದುರಿಸುತ್ತಿದ್ದಾರೆ ಎಂದು ಗ್ರಾಮಸ್ಥರು ತಿಳಿಸಿದರು. ಸ್ಥಳಕ್ಕೆ ತಹಶೀಲ್ದಾರ್ ಹಾಗೂ ಅಧಿಕಾರಿಗಳು ಭೇಟಿ ನೀಡಿ ಪರಿಶೀಲಿಸಿ ಕೋಳಿ ಫಾರಂ ಮಾಲೀಕರಿಗೆ ಎಚ್ಚರಿಕೆ ನೀಡಿದರು. — [33, 1020, 577, 1115]
masthead — [30, 80, 1483, 110]
headline-yakshagana: ಯಕ್ಷಗಾನ ಕಲೆಯನ್ನು ಯುವಕರು ಉಳಿಸುವಂತಹ ಕೆಲಸ ಮಾಡಿ : ಚಂದ್ರಪುರ ನಾಗರಾಜು — [413, 117, 1364, 158]
